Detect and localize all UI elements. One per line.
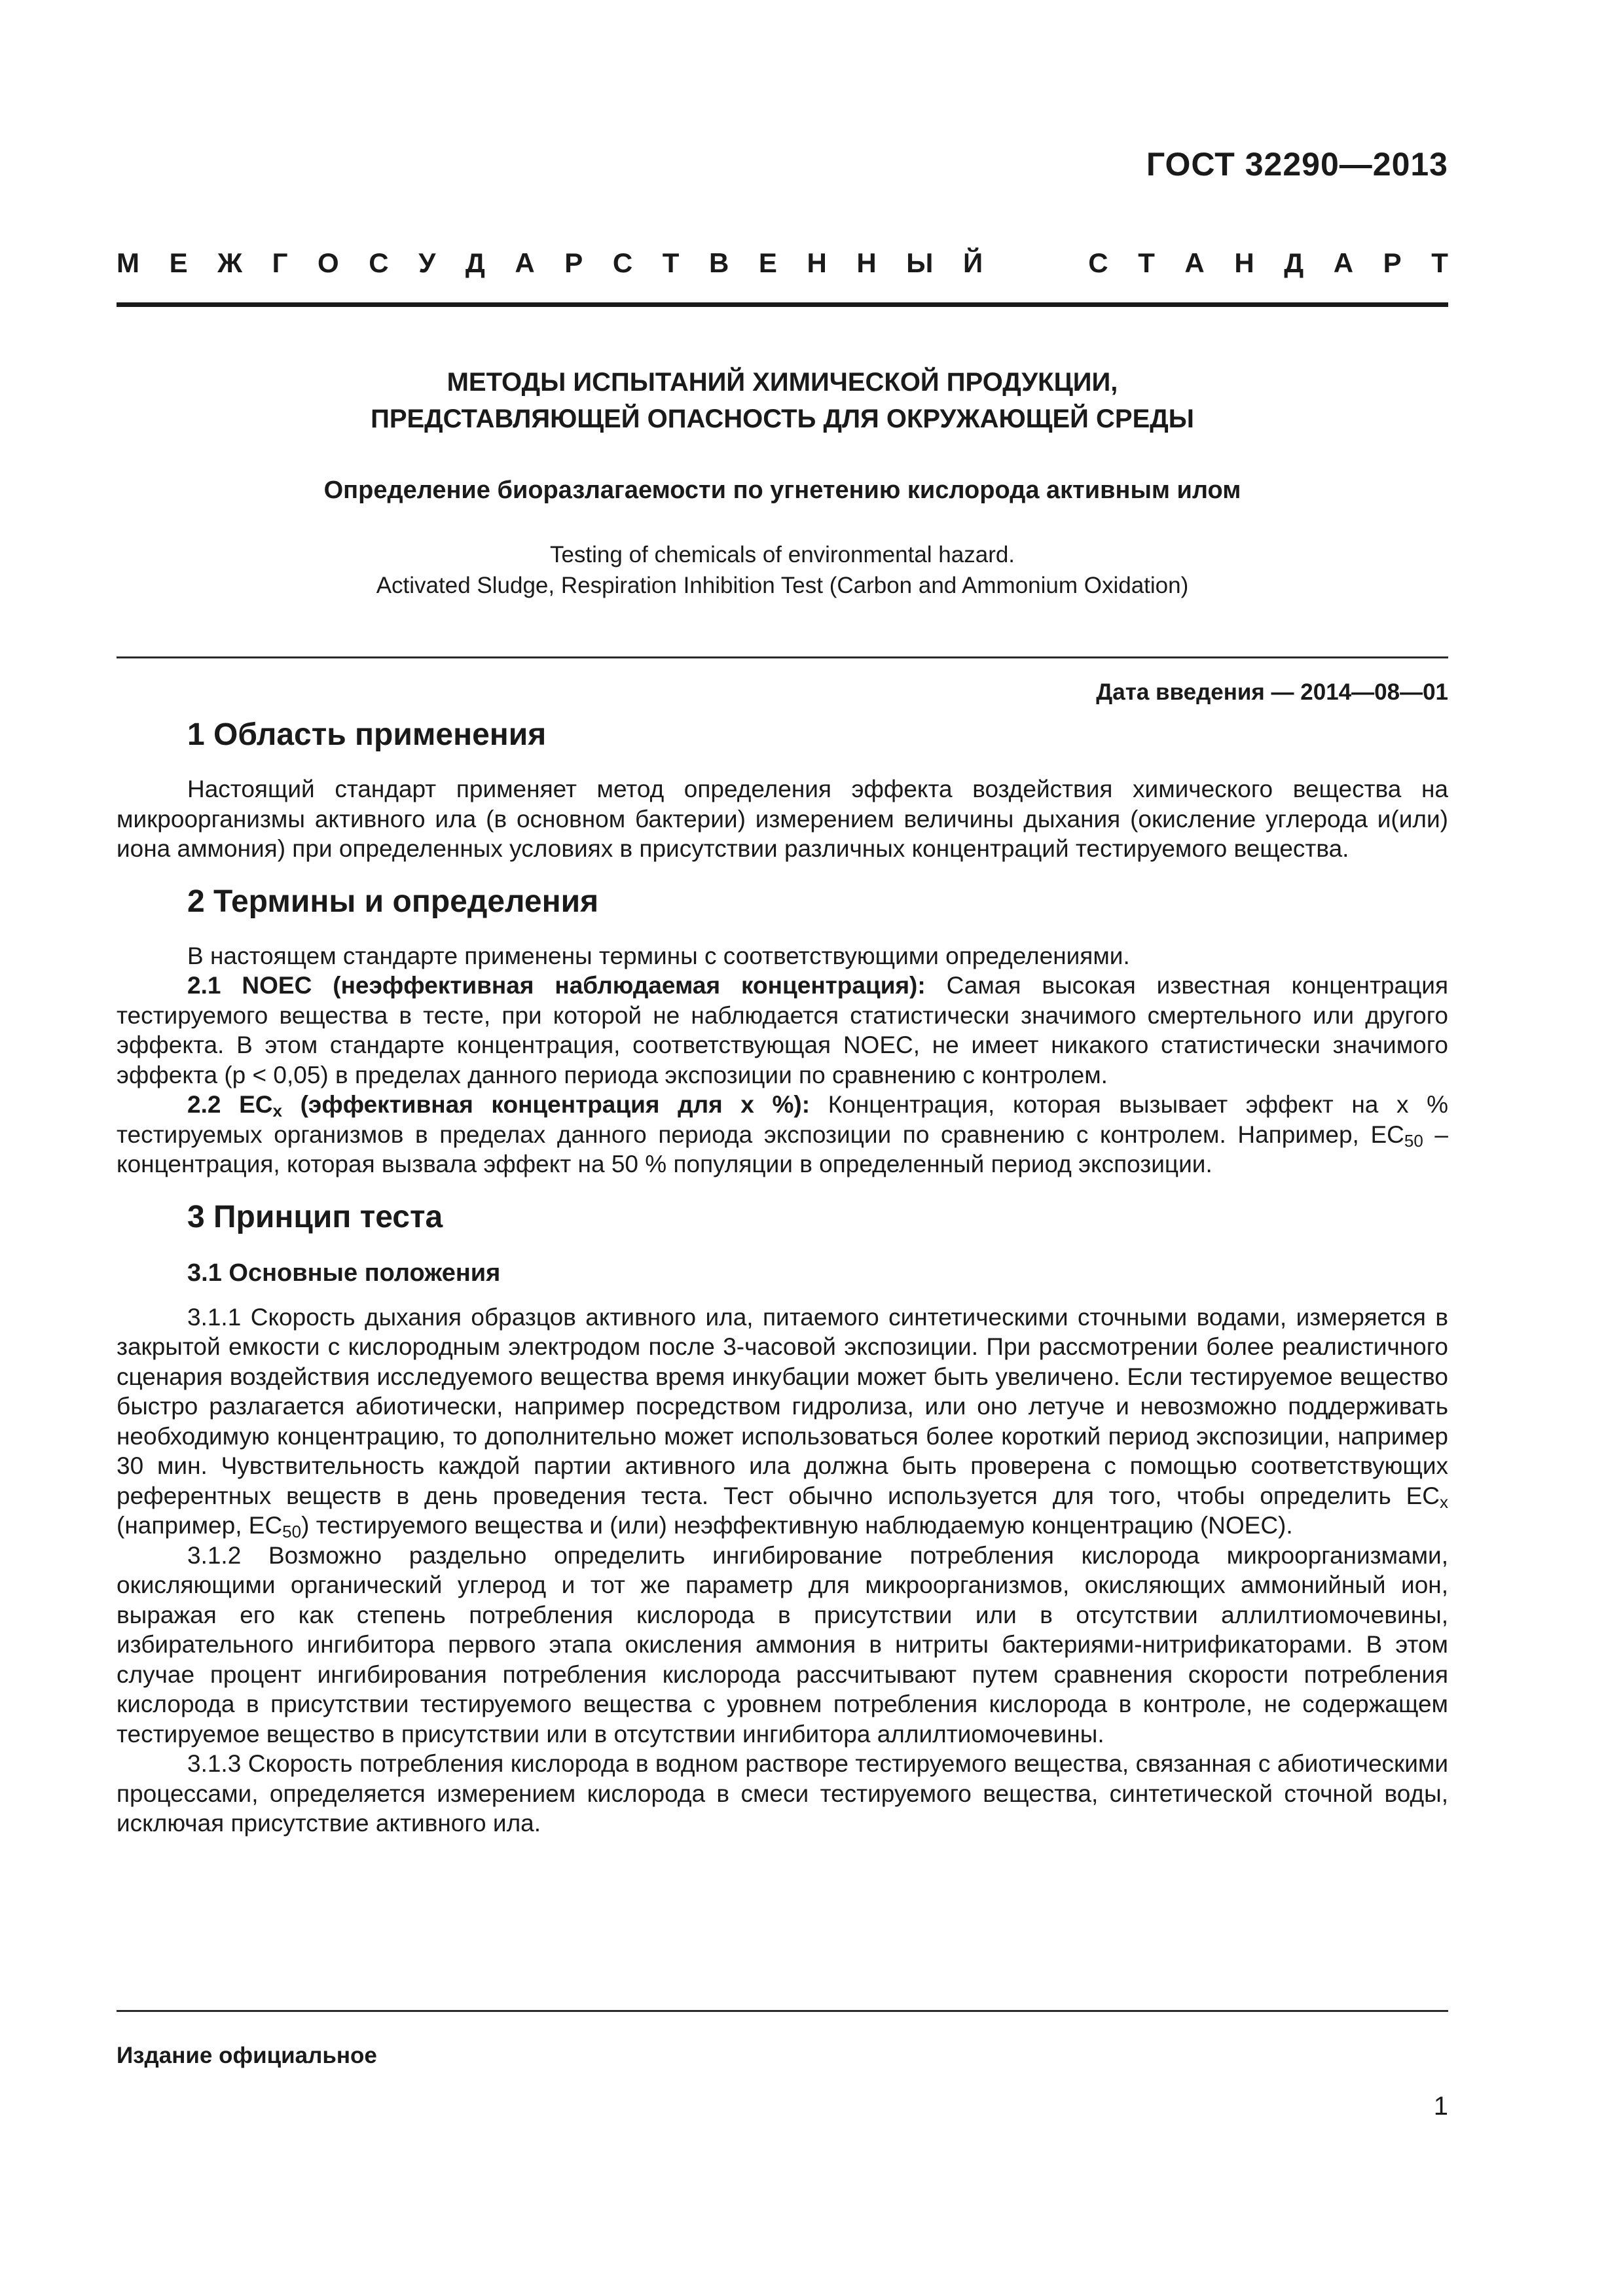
paragraph-3-1-1 <box>117 1302 1448 1541</box>
gost-code: ГОСТ 32290—2013 <box>1146 146 1448 183</box>
interstate-letter: М <box>117 247 139 278</box>
interstate-letter: С <box>612 247 633 278</box>
section-2-heading: 2 Термины и определения <box>187 884 599 919</box>
standard-letter: С <box>1088 247 1108 278</box>
standard-letter: Н <box>1234 247 1254 278</box>
paragraph-3-1-1-b: (например, EC <box>117 1512 283 1539</box>
header-divider <box>117 302 1448 307</box>
title-line-1: МЕТОДЫ ИСПЫТАНИЙ ХИМИЧЕСКОЙ ПРОДУКЦИИ, <box>447 368 1118 397</box>
interstate-letter: Р <box>564 247 583 278</box>
term-ecx-definition-a: Концентрация, которая вызывает эффект на x % тестируемых организмов в пределах данного периода экспозиции по сравнению с контролем. Например, EC <box>117 1091 1448 1148</box>
term-ecx <box>117 1090 1448 1179</box>
paragraph-3-1-1-c: ) тестируемого вещества и (или) неэффективную наблюдаемую концентрацию (NOEC). <box>301 1512 1293 1539</box>
term-ecx-label <box>187 1091 811 1121</box>
term-ecx-label-sub: x <box>272 1101 282 1121</box>
term-noec-label: 2.1 NOEC (неэффективная наблюдаемая концентрация): <box>187 972 926 999</box>
paragraph-3-1-1-a: 3.1.1 Скорость дыхания образцов активного ила, питаемого синтетическими сточными водами, измеряется в закрытой емкости с кислородным электродом после 3-часовой экспозиции. При рассмотрении более реалистичного сценария воздействия исследуемого вещества время инкубации может быть увеличено. Если тестируемое вещество быстро разлагается абиотически, например посредством гидролиза, или оно летуче и невозможно поддерживать необходимую концентрацию, то дополнительно может использоваться более короткий период экспозиции, например 30 мин. Чувствительность каждой партии активного ила должна быть проверена с помощью соответствующих референтных веществ в день проведения теста. Тест обычно используется для того, чтобы определить EC <box>117 1303 1448 1509</box>
interstate-letter: О <box>318 247 339 278</box>
section-1-heading: 1 Область применения <box>187 717 547 752</box>
term-noec <box>117 971 1448 1090</box>
interstate-letter: Ж <box>217 247 243 278</box>
interstate-letter: Т <box>662 247 680 278</box>
official-edition-label: Издание официальное <box>117 2043 377 2068</box>
interstate-letter: Н <box>807 247 827 278</box>
standard-letter: Т <box>1138 247 1155 278</box>
section-1-paragraph: Настоящий стандарт применяет метод определения эффекта воздействия химического вещества на микроорганизмы активного ила (в основном бактерии) измерением величины дыхания (окисление углерода и(или) иона аммония) при определенных условиях в присутствии различных концентраций тестируемого вещества. <box>117 776 1448 862</box>
english-title <box>117 539 1448 601</box>
interstate-letter: Н <box>856 247 877 278</box>
interstate-letter: Д <box>465 247 485 278</box>
page-number: 1 <box>1433 2092 1448 2121</box>
term-ecx-label-b: (эффективная концентрация для x %): <box>282 1091 811 1118</box>
title-divider <box>117 656 1448 658</box>
section-2-intro: В настоящем стандарте применены термины с соответствующими определениями. <box>187 942 1130 969</box>
standard-letter: А <box>1184 247 1205 278</box>
term-ecx-sub50: 50 <box>1404 1130 1423 1151</box>
section-3-heading: 3 Принцип теста <box>187 1199 443 1234</box>
english-title-line-2: Activated Sludge, Respiration Inhibition Test (Carbon and Ammonium Oxidation) <box>376 573 1189 598</box>
document-subtitle: Определение биоразлагаемости по угнетению кислорода активным илом <box>323 476 1241 504</box>
section-3-1-heading: 3.1 Основные положения <box>187 1259 501 1287</box>
interstate-letter: Й <box>962 247 983 278</box>
introduction-date: Дата введения — 2014—08—01 <box>1096 679 1448 705</box>
paragraph-3-1-3: 3.1.3 Скорость потребления кислорода в водном растворе тестируемого вещества, связанная с абиотическими процессами, определяется измерением кислорода в смеси тестируемого вещества, синтетической сточной воды, исключая присутствие активного ила. <box>117 1750 1448 1837</box>
paragraph-3-1-2: 3.1.2 Возможно раздельно определить ингибирование потребления кислорода микроорганизмами, окисляющими органический углерод и тот же параметр для микроорганизмов, окисляющих аммонийный ион, выражая его как степень потребления кислорода в присутствии или в отсутствии аллилтиомочевины, избирательного ингибитора первого этапа окисления аммония в нитриты бактериями-нитрификаторами. В этом случае процент ингибирования потребления кислорода рассчитывают путем сравнения скорости потребления кислорода в присутствии тестируемого вещества с уровнем потребления кислорода в контроле, не содержащем тестируемое вещество в присутствии или в отсутствии ингибитора аллилтиомочевины. <box>117 1541 1448 1748</box>
footer-divider <box>117 2010 1448 2012</box>
term-ecx-definition-b: – концентрация, которая вызвала эффект на 50 % популяции в определенный период экспозиции. <box>117 1121 1449 1177</box>
interstate-standard-heading <box>117 243 1448 283</box>
term-noec-definition: Самая высокая известная концентрация тестируемого вещества в тесте, при которой не наблюдается статистически значимого смертельного или другого эффекта. В этом стандарте концентрация, соответствующая NOEC, не имеет никакого статистически значимого эффекта (p < 0,05) в пределах данного периода экспозиции по сравнению с контролем. <box>117 972 1448 1088</box>
paragraph-3-1-1-sub-50: 50 <box>282 1522 302 1541</box>
paragraph-3-1-1-sub-x: x <box>1440 1492 1448 1512</box>
term-ecx-label-a: 2.2 EC <box>187 1091 273 1118</box>
standard-letter: Д <box>1284 247 1304 278</box>
standard-letter: А <box>1333 247 1354 278</box>
interstate-letter: Е <box>169 247 188 278</box>
standard-letter: Р <box>1383 247 1402 278</box>
document-title <box>117 364 1448 437</box>
interstate-letter: Е <box>758 247 777 278</box>
title-line-2: ПРЕДСТАВЛЯЮЩЕЙ ОПАСНОСТЬ ДЛЯ ОКРУЖАЮЩЕЙ СРЕДЫ <box>371 404 1194 433</box>
interstate-letter: С <box>369 247 389 278</box>
interstate-letter: У <box>418 247 436 278</box>
standard-letter: Т <box>1431 247 1448 278</box>
interstate-letter: В <box>708 247 729 278</box>
interstate-letter: А <box>515 247 535 278</box>
interstate-letter: Г <box>272 247 288 278</box>
english-title-line-1: Testing of chemicals of environmental hazard. <box>549 542 1015 567</box>
document-body <box>117 710 1448 1839</box>
interstate-letter: Ы <box>906 247 934 278</box>
